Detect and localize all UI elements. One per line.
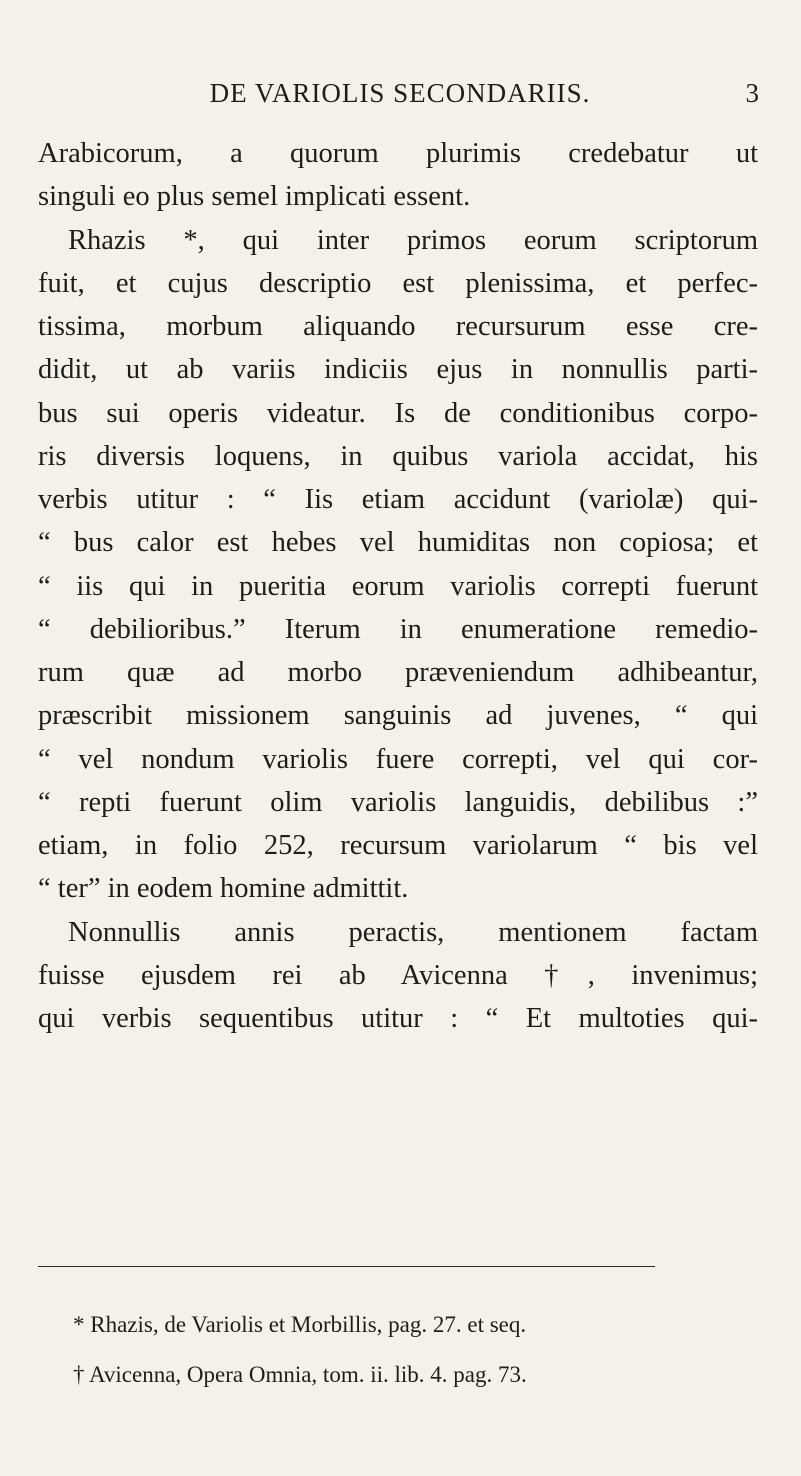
page-number: 3 xyxy=(745,78,760,108)
body-line: ris diversis loquens, in quibus variola accidat, his xyxy=(38,440,758,472)
footnote-avicenna: † Avicenna, Opera Omnia, tom. ii. lib. 4. pag. 73. xyxy=(73,1362,527,1387)
body-line: Rhazis *, qui inter primos eorum scriptorum xyxy=(68,224,758,256)
body-line: “ repti fuerunt olim variolis languidis, debilibus :” xyxy=(38,786,758,818)
body-line: “ debilioribus.” Iterum in enumeratione remedio- xyxy=(38,613,758,645)
body-line: singuli eo plus semel implicati essent. xyxy=(38,181,471,213)
body-text xyxy=(38,132,758,1040)
body-line: “ bus calor est hebes vel humiditas non copiosa; et xyxy=(38,527,758,559)
footnotes xyxy=(73,1300,713,1400)
body-line: Nonnullis annis peractis, mentionem factam xyxy=(68,916,758,948)
body-line: qui verbis sequentibus utitur : “ Et multoties qui- xyxy=(38,1003,758,1034)
body-line: rum quæ ad morbo præveniendum adhibeantur, xyxy=(38,657,758,688)
running-title: DE VARIOLIS SECONDARIIS. xyxy=(209,78,591,108)
body-line: “ vel nondum variolis fuere correpti, vel qui cor- xyxy=(38,743,758,775)
body-line: didit, ut ab variis indiciis ejus in nonnullis parti- xyxy=(38,354,758,386)
body-line: tissima, morbum aliquando recursurum esse cre- xyxy=(38,311,758,342)
body-line: “ ter” in eodem homine admittit. xyxy=(38,873,409,905)
running-head xyxy=(40,78,760,114)
body-line: verbis utitur : “ Iis etiam accidunt (variolæ) qui- xyxy=(38,484,758,515)
body-line: præscribit missionem sanguinis ad juvenes, “ qui xyxy=(38,700,758,732)
body-line: “ iis qui in pueritia eorum variolis correpti fuerunt xyxy=(38,570,758,602)
footnote-rhazis: * Rhazis, de Variolis et Morbillis, pag. 27. et seq. xyxy=(73,1312,527,1337)
body-line: etiam, in folio 252, recursum variolarum “ bis vel xyxy=(38,830,758,861)
body-line: fuit, et cujus descriptio est plenissima, et perfec- xyxy=(38,267,758,299)
footnote-rule xyxy=(38,1266,655,1267)
body-line: bus sui operis videatur. Is de conditionibus corpo- xyxy=(38,397,758,429)
body-line: Arabicorum, a quorum plurimis credebatur ut xyxy=(38,138,758,169)
body-line: fuisse ejusdem rei ab Avicenna †, invenimus; xyxy=(38,959,758,991)
